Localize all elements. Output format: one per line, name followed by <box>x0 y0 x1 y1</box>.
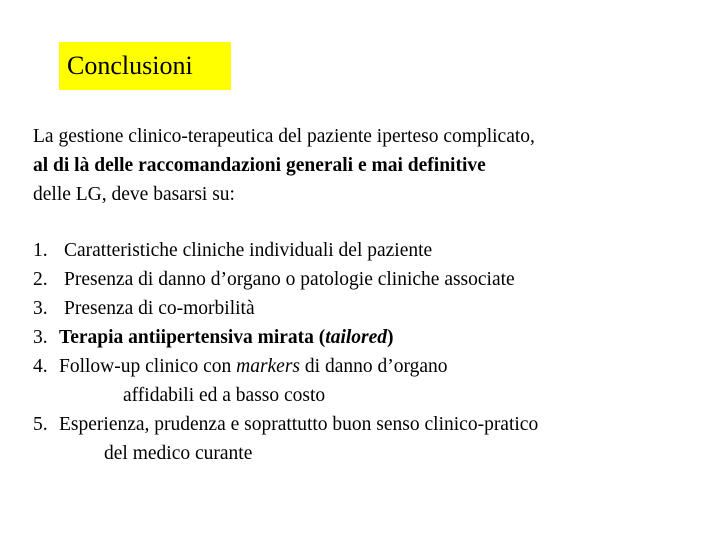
intro-line-2: al di là delle raccomandazioni generali e mai definitive <box>33 155 486 176</box>
intro-paragraph <box>33 122 693 209</box>
list-item-text-pre: Follow-up clinico con <box>59 356 237 377</box>
list-item-1 <box>33 236 693 265</box>
list-item-number: 3. <box>33 298 48 319</box>
slide-title-text: Conclusioni <box>67 51 193 80</box>
list-item-6-continuation: del medico curante <box>104 443 253 464</box>
list-item-number: 2. <box>33 269 48 290</box>
list-item-text-post: di danno d’organo <box>300 356 448 377</box>
list-item-6 <box>33 410 693 439</box>
list-item-number: 1. <box>33 240 48 261</box>
list-item-5 <box>33 352 693 381</box>
list-item-bold-text: Terapia antiipertensiva mirata ( <box>59 327 326 348</box>
list-item-3 <box>33 294 693 323</box>
list-item-2 <box>33 265 693 294</box>
list-item-number: 4. <box>33 356 48 377</box>
list-item-text: Caratteristiche cliniche individuali del paziente <box>64 240 433 261</box>
list-item-number: 5. <box>33 414 48 435</box>
intro-line-1: La gestione clinico-terapeutica del paziente iperteso complicato, <box>33 126 535 147</box>
list-item-5-continuation: affidabili ed a basso costo <box>123 385 326 406</box>
intro-line-3: delle LG, deve basarsi su: <box>33 184 235 205</box>
list-item-text: Presenza di co-morbilità <box>64 298 255 319</box>
conclusion-list <box>33 236 693 468</box>
list-item-italic-term: tailored <box>325 327 388 348</box>
list-item-text: Esperienza, prudenza e soprattutto buon senso clinico-pratico <box>59 414 539 435</box>
list-item-italic-term: markers <box>236 356 301 377</box>
list-item-bold-close: ) <box>387 327 394 348</box>
list-item-text: Presenza di danno d’organo o patologie cliniche associate <box>64 269 515 290</box>
list-item-4 <box>33 323 693 352</box>
slide-title <box>59 42 231 90</box>
list-item-number: 3. <box>33 327 48 348</box>
